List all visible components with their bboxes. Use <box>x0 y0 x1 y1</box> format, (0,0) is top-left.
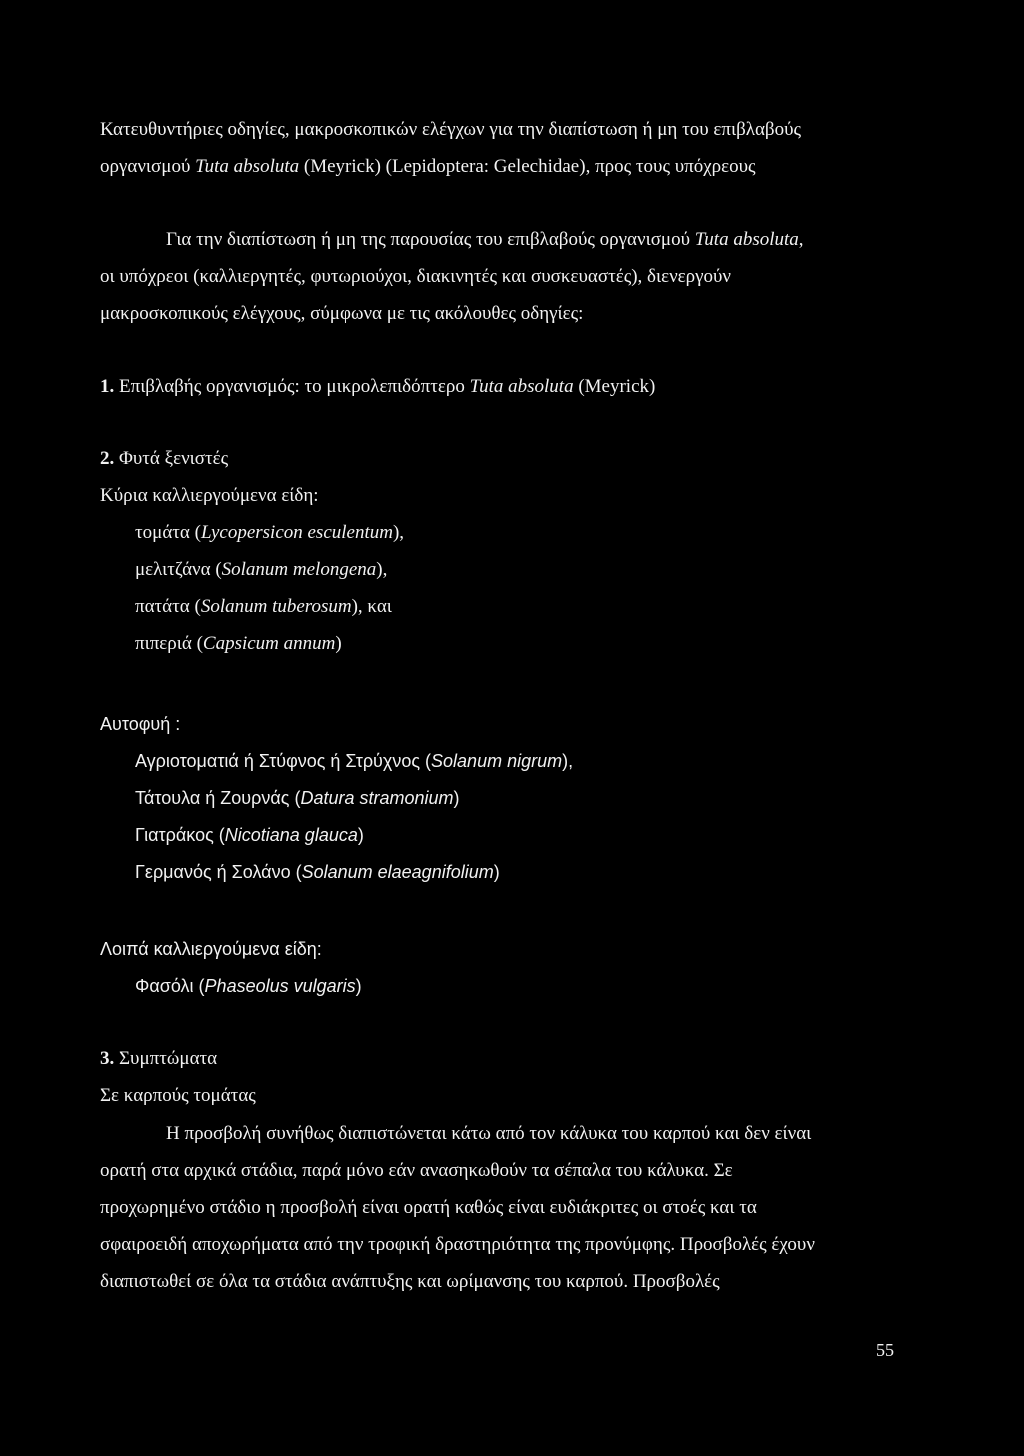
main-crop-item <box>135 595 392 619</box>
wild-plant-tail: ) <box>493 862 500 882</box>
section-1-text-suffix: (Meyrick) <box>573 376 656 397</box>
wild-plant-latin: Solanum elaeagnifolium <box>301 862 494 882</box>
wild-plant-tail: ) <box>357 825 364 845</box>
section-2-heading <box>100 447 228 471</box>
wild-plant-name: Αγριοτοματιά ή Στύφνος ή Στρύχνος ( <box>135 751 432 771</box>
paragraph-line: ορατή στα αρχικά στάδια, παρά μόνο εάν ανασηκωθούν τα σέπαλα του κάλυκα. Σε <box>100 1160 733 1181</box>
paragraph-line: Η προσβολή συνήθως διαπιστώνεται κάτω από τον κάλυκα του καρπού και δεν είναι <box>166 1123 812 1144</box>
wild-plant-item <box>135 786 460 810</box>
main-crop-item <box>135 558 387 582</box>
intro-line-2: οι υπόχρεοι (καλλιεργητές, φυτωριούχοι, διακινητές και συσκευαστές), διενεργούν <box>100 266 732 287</box>
main-crop-tail: ), και <box>351 596 392 617</box>
main-crop-latin: Solanum melongena <box>221 559 377 580</box>
wild-plant-item <box>135 823 364 847</box>
title-line-2 <box>100 155 756 179</box>
other-crop-item <box>135 974 362 998</box>
main-crop-tail: ), <box>392 522 405 543</box>
main-crop-item <box>135 521 404 545</box>
main-crop-name: πιπεριά ( <box>135 633 203 654</box>
paragraph-line: σφαιροειδή αποχωρήματα από την τροφική δραστηριότητα της προνύμφης. Προσβολές έχουν <box>100 1234 815 1255</box>
wild-plant-name: Τάτουλα ή Ζουρνάς ( <box>135 788 301 808</box>
other-crop-latin: Phaseolus vulgaris <box>204 976 356 996</box>
section-1-text-prefix: Επιβλαβής οργανισμός: το μικρολεπιδόπτερο <box>114 376 470 397</box>
main-crop-latin: Capsicum annum <box>202 633 336 654</box>
main-crop-item <box>135 632 342 656</box>
section-3-number: 3. <box>100 1048 115 1069</box>
section-3-heading-text: Συμπτώματα <box>114 1048 218 1069</box>
wild-plants-label: Αυτοφυή : <box>100 714 181 734</box>
wild-plant-tail: ) <box>453 788 460 808</box>
section-3-subheading: Σε καρπούς τομάτας <box>100 1085 256 1106</box>
main-crop-name: μελιτζάνα ( <box>135 559 222 580</box>
section-3-heading <box>100 1047 217 1071</box>
wild-plant-tail: ), <box>562 751 574 771</box>
wild-plant-name: Γερμανός ή Σολάνο ( <box>135 862 302 882</box>
main-crop-name: τομάτα ( <box>135 522 201 543</box>
intro-line-1-prefix: Για την διαπίστωση ή μη της παρουσίας του επιβλαβούς οργανισμού <box>166 229 695 250</box>
other-crops-label: Λοιπά καλλιεργούμενα είδη: <box>100 939 322 959</box>
intro-line-1-suffix: , <box>798 229 804 250</box>
section-2-number: 2. <box>100 448 115 469</box>
wild-plant-latin: Datura stramonium <box>300 788 454 808</box>
main-crops-label: Κύρια καλλιεργούμενα είδη: <box>100 485 319 506</box>
intro-species-name: Tuta absoluta <box>694 229 799 250</box>
section-1-species-name: Tuta absoluta <box>469 376 574 397</box>
section-2-heading-text: Φυτά ξενιστές <box>114 448 229 469</box>
intro-line-3: μακροσκοπικούς ελέγχους, σύμφωνα με τις ακόλουθες οδηγίες: <box>100 303 584 324</box>
intro-line-1 <box>166 228 804 252</box>
main-crop-name: πατάτα ( <box>135 596 201 617</box>
wild-plant-latin: Solanum nigrum <box>431 751 563 771</box>
section-1-number: 1. <box>100 376 115 397</box>
main-crop-latin: Lycopersicon esculentum <box>200 522 393 543</box>
wild-plant-item <box>135 860 500 884</box>
other-crop-tail: ) <box>355 976 362 996</box>
wild-plant-name: Γιατράκος ( <box>135 825 225 845</box>
title-line-2-prefix: οργανισμού <box>100 156 196 177</box>
wild-plant-latin: Nicotiana glauca <box>224 825 358 845</box>
title-line-1: Κατευθυντήριες οδηγίες, μακροσκοπικών ελέγχων για την διαπίστωση ή μη του επιβλαβούς <box>100 119 802 140</box>
section-1-heading <box>100 375 655 399</box>
title-line-2-suffix: (Meyrick) (Lepidoptera: Gelechidae), προς τους υπόχρεους <box>299 156 756 177</box>
page-number: 55 <box>876 1340 894 1360</box>
wild-plant-item <box>135 749 573 773</box>
paragraph-line: προχωρημένο στάδιο η προσβολή είναι ορατή καθώς είναι ευδιάκριτες οι στοές και τα <box>100 1197 757 1218</box>
main-crop-latin: Solanum tuberosum <box>200 596 352 617</box>
title-species-name: Tuta absoluta <box>195 156 300 177</box>
main-crop-tail: ) <box>335 633 342 654</box>
paragraph-line: διαπιστωθεί σε όλα τα στάδια ανάπτυξης και ωρίμανσης του καρπού. Προσβολές <box>100 1271 720 1292</box>
main-crop-tail: ), <box>376 559 388 580</box>
other-crop-name: Φασόλι ( <box>135 976 205 996</box>
